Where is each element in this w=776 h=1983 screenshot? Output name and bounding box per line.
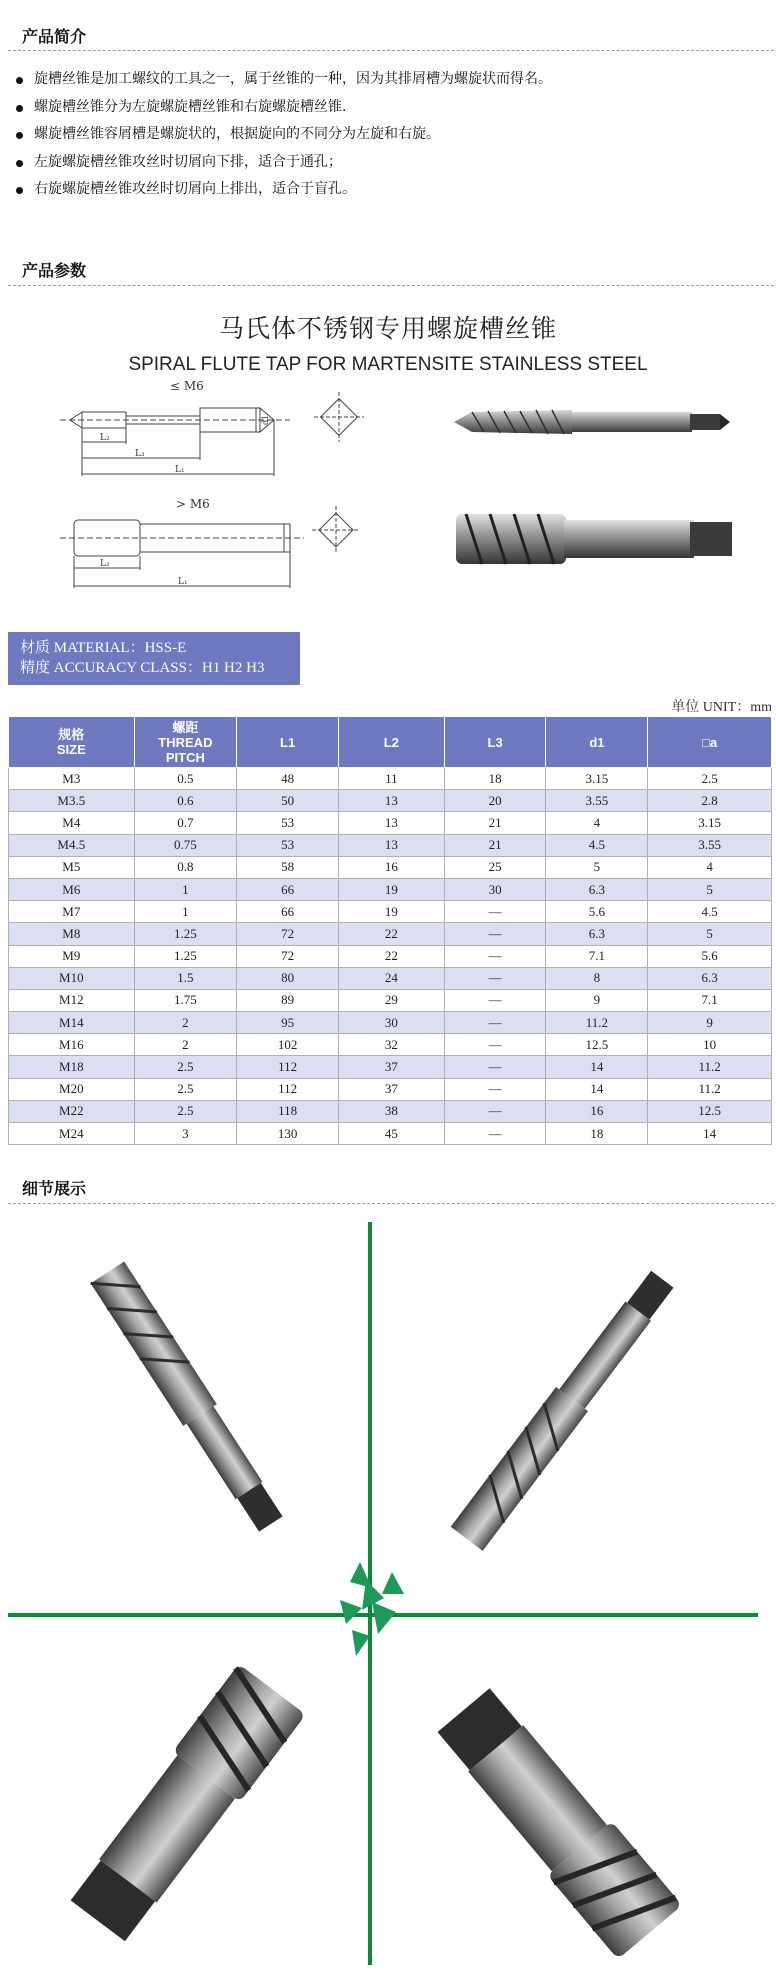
cell-l3: 30 [444, 878, 546, 900]
cell-a: 11.2 [648, 1078, 772, 1100]
cell-d1: 12.5 [546, 1034, 648, 1056]
cell-l3: — [444, 1012, 546, 1034]
detail-tap-top-left [91, 1262, 288, 1535]
small-tap-size-label: ≤ M6 [170, 380, 204, 393]
cell-l1: 58 [237, 856, 339, 878]
table-row [9, 1012, 772, 1034]
diagram-title-english: SPIRAL FLUTE TAP FOR MARTENSITE STAINLESS STEEL [128, 354, 648, 375]
table-row [9, 1034, 772, 1056]
cell-l3: — [444, 945, 546, 967]
intro-bullet-3: 螺旋槽丝锥容屑槽是螺旋状的，根据旋向的不同分为左旋和右旋。 [10, 121, 552, 149]
cell-l3: 25 [444, 856, 546, 878]
cell-size: M3.5 [9, 790, 135, 812]
diagram-title-chinese: 马氏体不锈钢专用螺旋槽丝锥 [218, 314, 557, 343]
cell-d1: 6.3 [546, 923, 648, 945]
cell-pitch: 2.5 [134, 1056, 237, 1078]
cell-size: M4 [9, 812, 135, 834]
cell-l2: 11 [339, 768, 445, 790]
table-row [9, 1078, 772, 1100]
large-tap-size-label: > M6 [176, 497, 210, 511]
cell-a: 2.5 [648, 768, 772, 790]
params-section-title: 产品参数 [22, 261, 87, 280]
cell-l3: — [444, 1100, 546, 1122]
cell-d1: 5 [546, 856, 648, 878]
cell-l1: 53 [237, 834, 339, 856]
cell-a: 2.8 [648, 790, 772, 812]
cell-l1: 66 [237, 901, 339, 923]
col-header-size-cn: 规格 [58, 727, 85, 742]
cell-size: M20 [9, 1078, 135, 1100]
spec-table-body [9, 768, 772, 1145]
cell-a: 5 [648, 923, 772, 945]
table-row [9, 945, 772, 967]
cell-l2: 13 [339, 834, 445, 856]
cell-l2: 19 [339, 878, 445, 900]
cell-size: M24 [9, 1123, 135, 1145]
cell-size: M22 [9, 1100, 135, 1122]
col-header-size-en: SIZE [56, 742, 86, 757]
cell-l1: 118 [237, 1100, 339, 1122]
col-header-d1: d1 [546, 717, 648, 768]
cell-l1: 95 [237, 1012, 339, 1034]
table-row [9, 1056, 772, 1078]
table-row [9, 1123, 772, 1145]
cell-d1: 9 [546, 989, 648, 1011]
cell-l1: 80 [237, 967, 339, 989]
cell-l2: 13 [339, 812, 445, 834]
cell-l2: 16 [339, 856, 445, 878]
cell-l2: 30 [339, 1012, 445, 1034]
cell-l1: 89 [237, 989, 339, 1011]
cell-size: M12 [9, 989, 135, 1011]
cell-a: 5 [648, 878, 772, 900]
cell-l3: — [444, 901, 546, 923]
small-tap-l3-label: L₃ [135, 449, 145, 459]
cell-pitch: 0.5 [134, 768, 237, 790]
cell-size: M9 [9, 945, 135, 967]
cell-l3: 21 [444, 834, 546, 856]
drawing-large-tap [60, 490, 380, 600]
cell-l1: 72 [237, 923, 339, 945]
material-line: 材质 MATERIAL：HSS-E [20, 640, 187, 656]
cell-l2: 22 [339, 945, 445, 967]
spec-table [8, 716, 772, 1145]
cell-l3: — [444, 1034, 546, 1056]
large-tap-l2-label: L₂ [100, 559, 110, 569]
intro-section-title: 产品简介 [22, 27, 87, 46]
cell-d1: 11.2 [546, 1012, 648, 1034]
cell-a: 10 [648, 1034, 772, 1056]
cell-l2: 24 [339, 967, 445, 989]
cell-l3: — [444, 1123, 546, 1145]
detail-tap-top-right [451, 1267, 679, 1551]
cell-size: M7 [9, 901, 135, 923]
cell-l2: 29 [339, 989, 445, 1011]
cell-l1: 72 [237, 945, 339, 967]
cell-a: 4.5 [648, 901, 772, 923]
detail-section-divider [8, 1203, 774, 1204]
col-header-l2: L2 [339, 717, 445, 768]
cell-l3: 21 [444, 812, 546, 834]
cell-pitch: 0.75 [134, 834, 237, 856]
cell-l3: — [444, 967, 546, 989]
cell-size: M10 [9, 967, 135, 989]
cell-l1: 66 [237, 878, 339, 900]
cell-l2: 22 [339, 923, 445, 945]
cell-d1: 6.3 [546, 878, 648, 900]
cell-size: M14 [9, 1012, 135, 1034]
small-tap-l2-label: L₂ [100, 433, 110, 443]
cell-a: 7.1 [648, 989, 772, 1011]
cell-pitch: 2.5 [134, 1100, 237, 1122]
cell-pitch: 2.5 [134, 1078, 237, 1100]
cell-d1: 8 [546, 967, 648, 989]
cell-pitch: 2 [134, 1012, 237, 1034]
cell-a: 14 [648, 1123, 772, 1145]
table-row [9, 967, 772, 989]
cell-pitch: 1 [134, 878, 237, 900]
col-header-l3: L3 [444, 717, 546, 768]
cell-d1: 18 [546, 1123, 648, 1145]
table-row [9, 878, 772, 900]
tap-photo-large [452, 500, 742, 580]
params-section-divider [8, 285, 774, 286]
cell-l1: 112 [237, 1078, 339, 1100]
col-header-pitch-cn: 螺距 [172, 719, 199, 735]
intro-section-divider [8, 50, 774, 51]
cell-d1: 3.15 [546, 768, 648, 790]
cell-l3: — [444, 923, 546, 945]
cell-d1: 4.5 [546, 834, 648, 856]
cell-d1: 4 [546, 812, 648, 834]
cell-pitch: 2 [134, 1034, 237, 1056]
cell-pitch: 1.75 [134, 989, 237, 1011]
accuracy-class-line: 精度 ACCURACY CLASS：H1 H2 H3 [20, 660, 265, 676]
cell-pitch: 0.7 [134, 812, 237, 834]
detail-tap-bottom-left [64, 1664, 306, 1946]
cell-pitch: 1.5 [134, 967, 237, 989]
detail-tap-bottom-right [431, 1683, 682, 1959]
drawing-small-tap [60, 380, 380, 490]
cell-a: 5.6 [648, 945, 772, 967]
cell-a: 4 [648, 856, 772, 878]
cell-l2: 13 [339, 790, 445, 812]
table-row [9, 812, 772, 834]
cell-size: M4.5 [9, 834, 135, 856]
cell-l3: 20 [444, 790, 546, 812]
table-row [9, 856, 772, 878]
cell-l1: 48 [237, 768, 339, 790]
cell-size: M18 [9, 1056, 135, 1078]
cell-pitch: 0.8 [134, 856, 237, 878]
cell-size: M8 [9, 923, 135, 945]
intro-bullet-1: 旋槽丝锥是加工螺纹的工具之一，属于丝锥的一种，因为其排屑槽为螺旋状而得名。 [10, 66, 552, 94]
col-header-size [9, 717, 135, 768]
cell-l2: 45 [339, 1123, 445, 1145]
unit-label: 单位 UNIT：mm [671, 700, 772, 715]
cell-l3: — [444, 1078, 546, 1100]
table-row [9, 1100, 772, 1122]
cell-l2: 32 [339, 1034, 445, 1056]
cell-l2: 37 [339, 1056, 445, 1078]
detail-photo-collage [0, 1210, 776, 1970]
col-header-pitch-en: THREAD PITCH [158, 734, 213, 765]
material-accuracy-box [8, 632, 300, 685]
cell-d1: 14 [546, 1078, 648, 1100]
table-row [9, 923, 772, 945]
cell-pitch: 3 [134, 1123, 237, 1145]
cell-a: 6.3 [648, 967, 772, 989]
cell-a: 3.15 [648, 812, 772, 834]
cell-size: M16 [9, 1034, 135, 1056]
cell-l1: 130 [237, 1123, 339, 1145]
cell-pitch: 1 [134, 901, 237, 923]
cell-size: M6 [9, 878, 135, 900]
cell-pitch: 0.6 [134, 790, 237, 812]
spec-table-header-row [9, 717, 772, 768]
cell-a: 3.55 [648, 834, 772, 856]
col-header-pitch [134, 717, 237, 768]
intro-bullet-2: 螺旋槽丝锥分为左旋螺旋槽丝锥和右旋螺旋槽丝锥. [10, 94, 552, 122]
cell-size: M3 [9, 768, 135, 790]
detail-section-title: 细节展示 [22, 1179, 87, 1198]
cell-a: 11.2 [648, 1056, 772, 1078]
table-row [9, 790, 772, 812]
intro-bullet-list [10, 66, 552, 204]
table-row [9, 989, 772, 1011]
table-row [9, 901, 772, 923]
cell-size: M5 [9, 856, 135, 878]
cell-l1: 112 [237, 1056, 339, 1078]
cell-d1: 3.55 [546, 790, 648, 812]
cell-a: 12.5 [648, 1100, 772, 1122]
cell-l3: — [444, 1056, 546, 1078]
cell-l1: 50 [237, 790, 339, 812]
cell-l2: 38 [339, 1100, 445, 1122]
cell-d1: 5.6 [546, 901, 648, 923]
cell-l3: 18 [444, 768, 546, 790]
cell-d1: 14 [546, 1056, 648, 1078]
cell-d1: 7.1 [546, 945, 648, 967]
cell-l1: 102 [237, 1034, 339, 1056]
large-tap-l1-label: L₁ [178, 577, 188, 587]
intro-bullet-5: 右旋螺旋槽丝锥攻丝时切屑向上排出，适合于盲孔。 [10, 176, 552, 204]
cell-l2: 37 [339, 1078, 445, 1100]
col-header-a: □a [648, 717, 772, 768]
table-row [9, 768, 772, 790]
cell-l1: 53 [237, 812, 339, 834]
cell-l2: 19 [339, 901, 445, 923]
table-row [9, 834, 772, 856]
cell-a: 9 [648, 1012, 772, 1034]
small-tap-d1-label: d1 [261, 414, 270, 425]
cell-pitch: 1.25 [134, 945, 237, 967]
intro-bullet-4: 左旋螺旋槽丝锥攻丝时切屑向下排，适合于通孔； [10, 149, 552, 177]
cell-l3: — [444, 989, 546, 1011]
small-tap-l1-label: L₁ [175, 465, 185, 475]
tap-photo-small [452, 392, 742, 452]
cell-pitch: 1.25 [134, 923, 237, 945]
cell-d1: 16 [546, 1100, 648, 1122]
col-header-l1: L1 [237, 717, 339, 768]
